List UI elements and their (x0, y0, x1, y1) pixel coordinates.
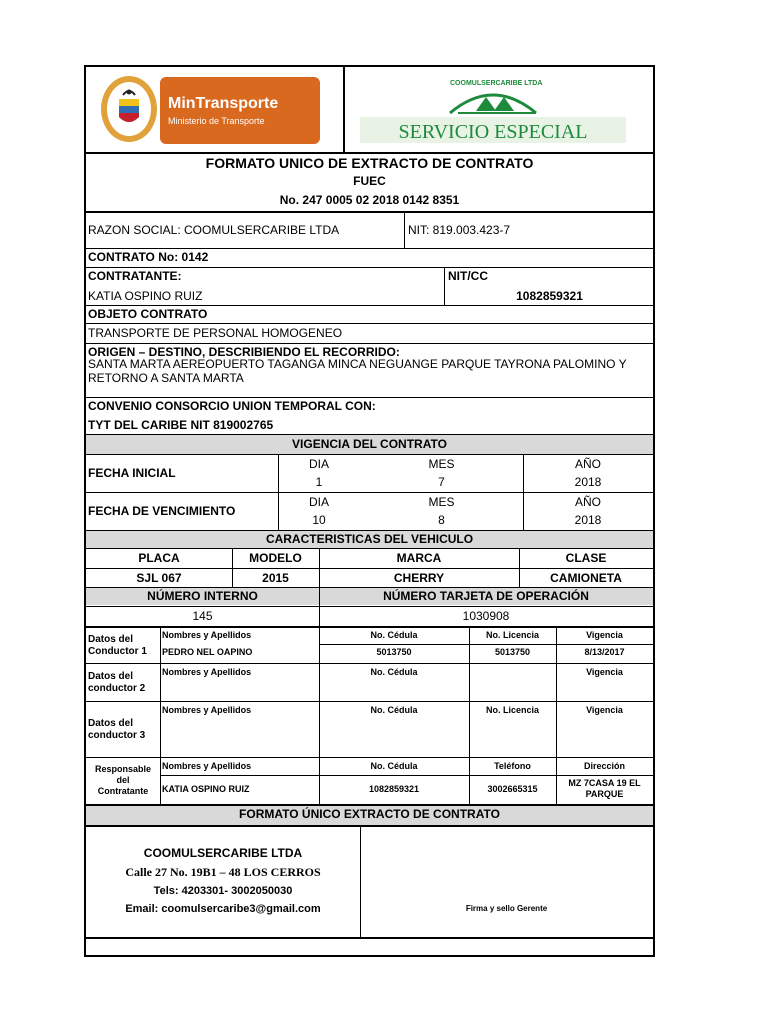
rule (86, 937, 653, 939)
rule (86, 804, 653, 806)
placa-value: SJL 067 (136, 571, 182, 585)
rule (86, 323, 653, 324)
convenio-value: TYT DEL CARIBE NIT 819002765 (88, 418, 274, 432)
rule (319, 644, 653, 645)
rule (160, 626, 161, 804)
rule (86, 530, 653, 531)
servicio-especial-text: SERVICIO ESPECIAL (398, 121, 588, 143)
resp-cedula-label: No. Cédula (370, 761, 418, 771)
conductor-3-label-2: conductor 3 (88, 730, 146, 741)
rule (86, 568, 653, 569)
mes-inicial: 7 (438, 475, 445, 489)
vigencia-title: VIGENCIA DEL CONTRATO (292, 437, 447, 451)
numero-interno-value: 145 (192, 609, 213, 623)
document-title: FORMATO UNICO DE EXTRACTO DE CONTRATO (205, 155, 534, 171)
rule (86, 434, 653, 435)
c3-cedula-label: No. Cédula (370, 705, 418, 715)
dia-inicial: 1 (315, 475, 323, 489)
rule (404, 211, 405, 248)
rule (86, 587, 653, 588)
resp-nombre: KATIA OSPINO RUIZ (162, 784, 250, 794)
footer-address: Calle 27 No. 19B1 – 48 LOS CERROS (125, 865, 321, 879)
responsable-label-2: del (116, 775, 130, 785)
resp-direccion-1: MZ 7CASA 19 EL (568, 778, 641, 788)
numero-interno-label: NÚMERO INTERNO (147, 589, 258, 603)
rule (360, 825, 361, 937)
rule (86, 606, 653, 607)
rule (86, 701, 653, 702)
c2-cedula-label: No. Cédula (370, 667, 418, 677)
nitcc-value: 1082859321 (516, 289, 583, 303)
contratante-name: KATIA OSPINO RUIZ (88, 289, 203, 303)
tarjeta-label: NÚMERO TARJETA DE OPERACIÓN (383, 589, 589, 603)
clase-header: CLASE (565, 551, 607, 565)
conductor-2-label-1: Datos del (88, 671, 134, 682)
tarjeta-value: 1030908 (462, 609, 510, 623)
rule (86, 397, 653, 398)
conductor-1-label-1: Datos del (88, 634, 134, 645)
marca-value: CHERRY (393, 571, 445, 585)
rule (86, 267, 653, 268)
resp-cedula: 1082859321 (368, 784, 420, 794)
mintransporte-logo (160, 77, 320, 144)
dia-header-1: DIA (308, 457, 329, 471)
rule (86, 343, 653, 344)
contratante-label: CONTRATANTE: (88, 269, 182, 283)
mintransporte-subtitle: Ministerio de Transporte (168, 116, 265, 126)
mes-header-2: MES (428, 495, 455, 509)
resp-direccion-2: PARQUE (585, 789, 624, 799)
resp-nombres-label: Nombres y Apellidos (162, 761, 252, 771)
c2-vigencia-label: Vigencia (586, 667, 623, 677)
c1-licencia-label: No. Licencia (485, 630, 539, 640)
c1-cedula-label: No. Cédula (370, 630, 418, 640)
coomulsercaribe-logo (358, 77, 628, 145)
objeto-value: TRANSPORTE DE PERSONAL HOMOGENEO (88, 326, 343, 340)
header-divider (343, 67, 345, 152)
rule (160, 775, 653, 776)
modelo-header: MODELO (249, 551, 302, 565)
dia-vencimiento: 10 (312, 513, 326, 527)
fecha-inicial-label: FECHA INICIAL (88, 466, 176, 480)
origen-label: ORIGEN – DESTINO, DESCRIBIENDO EL RECORRIDO: (88, 345, 400, 359)
c1-vigencia-label: Vigencia (586, 630, 623, 640)
c1-nombre: PEDRO NEL OAPINO (162, 647, 253, 657)
marca-header: MARCA (396, 551, 442, 565)
fuec-number: No. 247 0005 02 2018 0142 8351 (279, 193, 460, 207)
responsable-label-3: Contratante (97, 786, 149, 796)
footer-title: FORMATO ÚNICO EXTRACTO DE CONTRATO (239, 807, 500, 821)
firma-gerente: Firma y sello Gerente (465, 904, 548, 913)
nit: NIT: 819.003.423-7 (408, 223, 511, 237)
clase-value: CAMIONETA (550, 571, 622, 585)
colombia-seal (100, 75, 158, 143)
razon-social: RAZON SOCIAL: COOMULSERCARIBE LTDA (88, 223, 340, 237)
contrato-number: CONTRATO No: 0142 (88, 250, 209, 264)
convenio-label: CONVENIO CONSORCIO UNION TEMPORAL CON: (88, 399, 376, 413)
c1-nombres-label: Nombres y Apellidos (162, 630, 252, 640)
conductor-1-label-2: Conductor 1 (88, 646, 147, 657)
ano-vencimiento: 2018 (574, 513, 602, 527)
objeto-label: OBJETO CONTRATO (88, 307, 208, 321)
nitcc-label: NIT/CC (448, 269, 488, 283)
fuec-document (84, 65, 655, 957)
mes-header-1: MES (428, 457, 455, 471)
rule (86, 825, 653, 827)
ano-header-2: AÑO (574, 495, 601, 509)
c3-vigencia-label: Vigencia (586, 705, 623, 715)
vehiculo-title: CARACTERISTICAS DEL VEHICULO (265, 532, 474, 546)
c3-nombres-label: Nombres y Apellidos (162, 705, 252, 715)
fecha-vencimiento-label: FECHA DE VENCIMIENTO (88, 504, 236, 518)
resp-direccion-label: Dirección (583, 761, 625, 771)
resp-telefono-label: Teléfono (494, 761, 531, 771)
c2-nombres-label: Nombres y Apellidos (162, 667, 252, 677)
rule (86, 626, 653, 628)
footer-email: Email: coomulsercaribe3@gmail.com (125, 903, 321, 915)
footer-tels: Tels: 4203301- 3002050030 (153, 885, 293, 897)
rule (86, 152, 653, 154)
rule (86, 548, 653, 549)
conductor-3-label-1: Datos del (88, 718, 134, 729)
rule (86, 211, 653, 213)
mintransporte-title: MinTransporte (168, 95, 279, 112)
origen-line-1: SANTA MARTA AEREOPUERTO TAGANGA MINCA NEGUANGE PARQUE TAYRONA PALOMINO Y (88, 357, 627, 371)
c1-licencia: 5013750 (494, 647, 531, 657)
ano-header-1: AÑO (574, 457, 601, 471)
mes-vencimiento: 8 (438, 513, 445, 527)
rule (444, 267, 445, 305)
company-arc-text: COOMULSERCARIBE LTDA (450, 80, 543, 87)
fuec-code: FUEC (353, 174, 386, 188)
c1-vigencia: 8/13/2017 (584, 647, 625, 657)
dia-header-2: DIA (308, 495, 329, 509)
placa-header: PLACA (138, 551, 180, 565)
c1-cedula: 5013750 (376, 647, 412, 657)
rule (86, 757, 653, 758)
conductor-2-label-2: conductor 2 (88, 683, 146, 694)
footer-company: COOMULSERCARIBE LTDA (143, 846, 303, 860)
rule (86, 492, 653, 493)
resp-telefono: 3002665315 (487, 784, 538, 794)
modelo-value: 2015 (262, 571, 289, 585)
origen-line-2: RETORNO A SANTA MARTA (88, 371, 244, 385)
ano-inicial: 2018 (574, 475, 602, 489)
rule (86, 305, 653, 306)
rule (86, 248, 653, 249)
rule (86, 454, 653, 455)
c3-licencia-label: No. Licencia (485, 705, 539, 715)
rule (86, 663, 653, 664)
responsable-label-1: Responsable (94, 764, 152, 774)
